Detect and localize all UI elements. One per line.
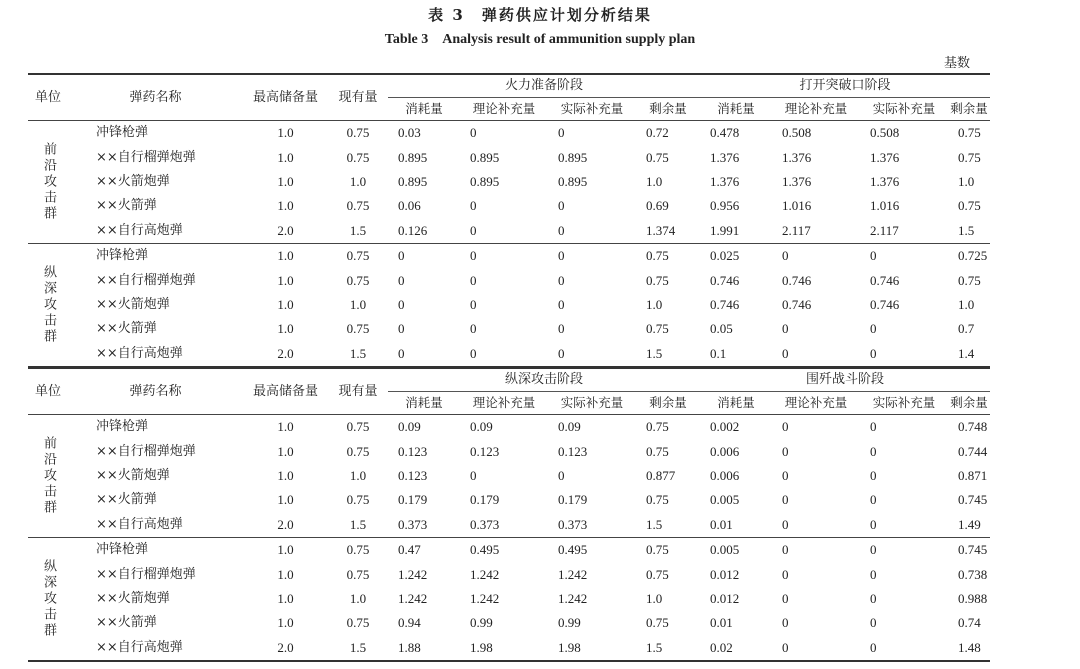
remaining-cell: 0.75 [646,492,669,508]
actual-supply-cell: 0.09 [558,419,581,435]
unit-name-cell: 前沿攻击群 [41,435,56,516]
header-consumption: 消耗量 [717,395,755,410]
ammo-name-cell: 冲锋枪弹 [96,419,149,435]
remaining-cell: 0.738 [958,566,988,582]
consumption-cell: 0.746 [710,296,740,312]
consumption-cell: 1.242 [398,590,428,606]
max-storage-cell: 1.0 [277,492,294,508]
actual-supply-cell: 1.98 [558,639,581,655]
remaining-cell: 1.0 [958,173,975,189]
consumption-cell: 0.03 [398,125,421,141]
consumption-cell: 0.005 [710,542,740,558]
actual-supply-cell: 0 [870,492,877,508]
ammo-name-cell: ××自行榴弹炮弹 [96,566,196,582]
ammo-name-cell: ××自行榴弹炮弹 [96,272,196,288]
actual-supply-cell: 0 [870,639,877,655]
table-row [28,194,990,218]
actual-supply-cell: 0 [558,296,565,312]
current-cell: 1.5 [349,222,367,238]
unit-name-cell: 纵深攻击群 [41,264,56,345]
actual-supply-cell: 0 [558,222,565,238]
current-cell: 1.5 [349,516,367,532]
theoretical-supply-cell: 0 [782,516,789,532]
theoretical-supply-cell: 1.376 [782,173,812,189]
current-cell: 0.75 [346,443,370,459]
remaining-cell: 0.75 [646,542,669,558]
actual-supply-cell: 1.242 [558,566,588,582]
unit-group [28,415,990,538]
consumption-cell: 0.47 [398,542,421,558]
remaining-cell: 0.75 [646,149,669,165]
ammo-name-cell: ××火箭弹 [96,198,157,214]
actual-supply-cell: 0 [558,198,565,214]
current-cell: 1.5 [349,639,367,655]
actual-supply-cell: 1.242 [558,590,588,606]
remaining-cell: 0.75 [958,149,981,165]
consumption-cell: 0 [398,248,405,264]
remaining-cell: 0.75 [958,125,981,141]
max-storage-cell: 1.0 [277,125,294,141]
max-storage-cell: 1.0 [277,149,294,165]
actual-supply-cell: 0.179 [558,492,588,508]
remaining-cell: 0.69 [646,198,669,214]
consumption-cell: 1.242 [398,566,428,582]
header-ammo-name: 弹药名称 [129,89,182,105]
ammo-name-cell: ××火箭炮弹 [96,296,170,312]
theoretical-supply-cell: 0.99 [470,615,493,631]
consumption-cell: 0.123 [398,467,428,483]
table-title-cn: 表 3 弹药供应计划分析结果 [428,6,652,24]
ammo-name-cell: 冲锋枪弹 [96,125,149,141]
table-row [28,513,990,538]
actual-supply-cell: 0 [558,125,565,141]
actual-supply-cell: 0.746 [870,272,900,288]
theoretical-supply-cell: 0 [470,321,477,337]
consumption-cell: 0.956 [710,198,740,214]
current-cell: 0.75 [346,492,370,508]
actual-supply-cell: 0.495 [558,542,588,558]
theoretical-supply-cell: 1.242 [470,590,500,606]
ammo-name-cell: ××自行高炮弹 [96,639,183,655]
current-cell: 0.75 [346,321,370,337]
current-cell: 0.75 [346,198,370,214]
theoretical-supply-cell: 0 [470,222,477,238]
consumption-cell: 0.025 [710,248,740,264]
header-theoretical-supply: 理论补充量 [784,395,848,410]
consumption-cell: 0.94 [398,615,421,631]
actual-supply-cell: 0 [558,272,565,288]
header-theoretical-supply: 理论补充量 [472,395,536,410]
consumption-cell: 0.002 [710,419,740,435]
table-title-en: Table 3 Analysis result of ammunition supply plan [384,32,696,47]
consumption-cell: 0.006 [710,443,740,459]
consumption-cell: 0.006 [710,467,740,483]
current-cell: 1.0 [349,173,367,189]
consumption-cell: 1.88 [398,639,421,655]
remaining-cell: 0.7 [958,321,975,337]
actual-supply-cell: 0 [870,248,877,264]
current-cell: 0.75 [346,542,370,558]
table-row [28,611,990,635]
max-storage-cell: 1.0 [277,321,294,337]
header-unit: 单位 [34,383,61,399]
remaining-cell: 0.75 [646,419,669,435]
theoretical-supply-cell: 0 [782,639,789,655]
current-cell: 0.75 [346,272,370,288]
table-row [28,268,990,292]
actual-supply-cell: 0 [870,615,877,631]
remaining-cell: 0.75 [646,248,669,264]
header-phase-2: 打开突破口阶段 [700,74,990,98]
ammo-name-cell: ××自行高炮弹 [96,516,183,532]
actual-supply-cell: 0 [870,443,877,459]
actual-supply-cell: 0 [558,467,565,483]
remaining-cell: 1.0 [646,590,663,606]
theoretical-supply-cell: 0 [782,542,789,558]
remaining-cell: 1.4 [958,345,975,361]
ammo-name-cell: ××火箭弹 [96,492,157,508]
consumption-cell: 0.012 [710,566,740,582]
header-current: 现有量 [338,383,378,399]
actual-supply-cell: 0 [870,566,877,582]
header-max-storage: 最高储备量 [252,89,318,105]
actual-supply-cell: 0.895 [558,173,588,189]
theoretical-supply-cell: 0 [782,467,789,483]
max-storage-cell: 2.0 [277,222,294,238]
theoretical-supply-cell: 0 [782,443,789,459]
header-consumption: 消耗量 [717,101,755,116]
remaining-cell: 1.5 [958,222,975,238]
header-remaining: 剩余量 [649,101,687,116]
max-storage-cell: 1.0 [277,296,294,312]
unit-group [28,537,990,660]
actual-supply-cell: 0.895 [558,149,588,165]
consumption-cell: 0.005 [710,492,740,508]
ammo-name-cell: ××火箭炮弹 [96,173,170,189]
actual-supply-cell: 0 [558,248,565,264]
theoretical-supply-cell: 1.376 [782,149,812,165]
theoretical-supply-cell: 0 [782,419,789,435]
max-storage-cell: 1.0 [277,590,294,606]
remaining-cell: 1.5 [646,639,663,655]
header-consumption: 消耗量 [405,395,443,410]
remaining-cell: 0.72 [646,125,669,141]
header-actual-supply: 实际补充量 [560,101,624,116]
consumption-cell: 0.01 [710,615,733,631]
current-cell: 1.0 [349,467,367,483]
ammo-name-cell: ××自行榴弹炮弹 [96,443,196,459]
header-actual-supply: 实际补充量 [872,395,936,410]
consumption-cell: 1.376 [710,173,740,189]
current-cell: 1.0 [349,590,367,606]
actual-supply-cell: 0 [870,345,877,361]
theoretical-supply-cell: 0.895 [470,149,500,165]
theoretical-supply-cell: 0.746 [782,296,812,312]
theoretical-supply-cell: 0.746 [782,272,812,288]
header-theoretical-supply: 理论补充量 [784,101,848,116]
actual-supply-cell: 0.508 [870,125,900,141]
max-storage-cell: 1.0 [277,419,294,435]
unit-group [28,243,990,366]
table-row [28,317,990,341]
ammo-name-cell: 冲锋枪弹 [96,542,149,558]
table-row [28,415,990,440]
remaining-cell: 1.5 [646,516,663,532]
max-storage-cell: 1.0 [277,248,294,264]
unit-group [28,121,990,244]
header-phase-1: 火力准备阶段 [388,74,700,98]
actual-supply-cell: 0 [870,590,877,606]
max-storage-cell: 1.0 [277,615,294,631]
theoretical-supply-cell: 0 [470,467,477,483]
remaining-cell: 0.75 [958,198,981,214]
theoretical-supply-cell: 2.117 [782,222,811,238]
current-cell: 0.75 [346,248,370,264]
remaining-cell: 0.744 [958,443,988,459]
ammo-name-cell: ××自行榴弹炮弹 [96,149,196,165]
current-cell: 1.0 [349,296,367,312]
consumption-cell: 0.01 [710,516,733,532]
theoretical-supply-cell: 0.123 [470,443,500,459]
header-actual-supply: 实际补充量 [872,101,936,116]
actual-supply-cell: 0 [870,516,877,532]
consumption-cell: 0.746 [710,272,740,288]
remaining-cell: 0.74 [958,615,981,631]
consumption-cell: 0.05 [710,321,733,337]
table-row [28,121,990,146]
theoretical-supply-cell: 0.895 [470,173,500,189]
theoretical-supply-cell: 1.98 [470,639,493,655]
theoretical-supply-cell: 0.09 [470,419,493,435]
remaining-cell: 1.48 [958,639,981,655]
table-row [28,587,990,611]
max-storage-cell: 1.0 [277,272,294,288]
max-storage-cell: 1.0 [277,542,294,558]
header-consumption: 消耗量 [405,101,443,116]
consumption-cell: 0 [398,296,405,312]
remaining-cell: 0.988 [958,590,988,606]
consumption-cell: 0.179 [398,492,428,508]
consumption-cell: 0.895 [398,173,428,189]
theoretical-supply-cell: 0.495 [470,542,500,558]
max-storage-cell: 1.0 [277,173,294,189]
remaining-cell: 1.374 [646,222,676,238]
theoretical-supply-cell: 0 [470,345,477,361]
actual-supply-cell: 0 [558,321,565,337]
table-row [28,219,990,244]
theoretical-supply-cell: 0 [782,492,789,508]
consumption-cell: 0.123 [398,443,428,459]
remaining-cell: 0.75 [646,321,669,337]
max-storage-cell: 1.0 [277,566,294,582]
table-row [28,342,990,367]
header-ammo-name: 弹药名称 [129,383,182,399]
theoretical-supply-cell: 0 [782,615,789,631]
theoretical-supply-cell: 0 [782,590,789,606]
table-row [28,439,990,463]
current-cell: 0.75 [346,149,370,165]
theoretical-supply-cell: 0 [782,248,789,264]
consumption-cell: 0.895 [398,149,428,165]
consumption-cell: 0 [398,345,405,361]
consumption-cell: 0.1 [710,345,727,361]
ammo-name-cell: ××火箭弹 [96,615,157,631]
unit-name-cell: 纵深攻击群 [41,558,56,639]
current-cell: 0.75 [346,615,370,631]
table-row [28,243,990,268]
theoretical-supply-cell: 1.016 [782,198,812,214]
actual-supply-cell: 0.373 [558,516,588,532]
actual-supply-cell: 0.123 [558,443,588,459]
remaining-cell: 0.745 [958,492,988,508]
supply-table-bottom [28,367,990,662]
remaining-cell: 1.0 [958,296,975,312]
ammo-name-cell: 冲锋枪弹 [96,248,149,264]
consumption-cell: 0.478 [710,125,740,141]
table-row [28,636,990,661]
current-cell: 1.5 [349,345,367,361]
remaining-cell: 1.0 [646,173,663,189]
actual-supply-cell: 1.376 [870,173,900,189]
ammo-name-cell: ××火箭炮弹 [96,590,170,606]
header-actual-supply: 实际补充量 [560,395,624,410]
header-max-storage: 最高储备量 [252,383,318,399]
remaining-cell: 0.745 [958,542,988,558]
ammo-name-cell: ××自行高炮弹 [96,345,183,361]
remaining-cell: 0.75 [646,272,669,288]
actual-supply-cell: 0.99 [558,615,581,631]
max-storage-cell: 1.0 [277,443,294,459]
header-current: 现有量 [338,89,378,105]
remaining-cell: 0.75 [646,443,669,459]
current-cell: 0.75 [346,125,370,141]
header-unit: 单位 [34,89,61,105]
remaining-cell: 0.877 [646,467,676,483]
max-storage-cell: 2.0 [277,516,294,532]
table-row [28,537,990,562]
theoretical-supply-cell: 0 [470,296,477,312]
max-storage-cell: 2.0 [277,639,294,655]
header-theoretical-supply: 理论补充量 [472,101,536,116]
consumption-cell: 1.376 [710,149,740,165]
current-cell: 0.75 [346,419,370,435]
actual-supply-cell: 0 [870,467,877,483]
consumption-cell: 0.126 [398,222,428,238]
theoretical-supply-cell: 0 [782,566,789,582]
table-row [28,170,990,194]
actual-supply-cell: 1.016 [870,198,900,214]
consumption-cell: 0.02 [710,639,733,655]
theoretical-supply-cell: 0 [470,125,477,141]
ammo-name-cell: ××火箭弹 [96,321,157,337]
theoretical-supply-cell: 0 [782,321,789,337]
actual-supply-cell: 0 [870,419,877,435]
remaining-cell: 0.75 [646,615,669,631]
consumption-cell: 0 [398,272,405,288]
actual-supply-cell: 0 [870,321,877,337]
actual-supply-cell: 1.376 [870,149,900,165]
actual-supply-cell: 0 [870,542,877,558]
consumption-cell: 0 [398,321,405,337]
table-row [28,145,990,169]
remaining-cell: 1.49 [958,516,981,532]
theoretical-supply-cell: 0.179 [470,492,500,508]
table-row [28,464,990,488]
table-row [28,562,990,586]
current-cell: 0.75 [346,566,370,582]
remaining-cell: 0.75 [958,272,981,288]
header-remaining: 剩余量 [950,395,988,410]
ammo-name-cell: ××自行高炮弹 [96,222,183,238]
theoretical-supply-cell: 1.242 [470,566,500,582]
theoretical-supply-cell: 0.373 [470,516,500,532]
remaining-cell: 0.871 [958,467,988,483]
consumption-cell: 1.991 [710,222,740,238]
supply-table-top [28,73,990,368]
theoretical-supply-cell: 0 [470,272,477,288]
unit-label: 基数 [943,56,970,71]
header-phase-3: 纵深攻击阶段 [388,368,700,392]
remaining-cell: 0.748 [958,419,988,435]
header-phase-4: 围歼战斗阶段 [700,368,990,392]
actual-supply-cell: 0.746 [870,296,900,312]
theoretical-supply-cell: 0 [470,248,477,264]
max-storage-cell: 1.0 [277,198,294,214]
table-row [28,293,990,317]
consumption-cell: 0.06 [398,198,421,214]
remaining-cell: 1.0 [646,296,663,312]
consumption-cell: 0.012 [710,590,740,606]
remaining-cell: 0.75 [646,566,669,582]
max-storage-cell: 2.0 [277,345,294,361]
ammo-name-cell: ××火箭炮弹 [96,467,170,483]
remaining-cell: 0.725 [958,248,988,264]
max-storage-cell: 1.0 [277,467,294,483]
remaining-cell: 1.5 [646,345,663,361]
consumption-cell: 0.373 [398,516,428,532]
consumption-cell: 0.09 [398,419,421,435]
header-remaining: 剩余量 [950,101,988,116]
actual-supply-cell: 2.117 [870,222,899,238]
theoretical-supply-cell: 0 [470,198,477,214]
unit-name-cell: 前沿攻击群 [41,141,56,222]
theoretical-supply-cell: 0.508 [782,125,812,141]
actual-supply-cell: 0 [558,345,565,361]
theoretical-supply-cell: 0 [782,345,789,361]
header-remaining: 剩余量 [649,395,687,410]
table-row [28,488,990,512]
